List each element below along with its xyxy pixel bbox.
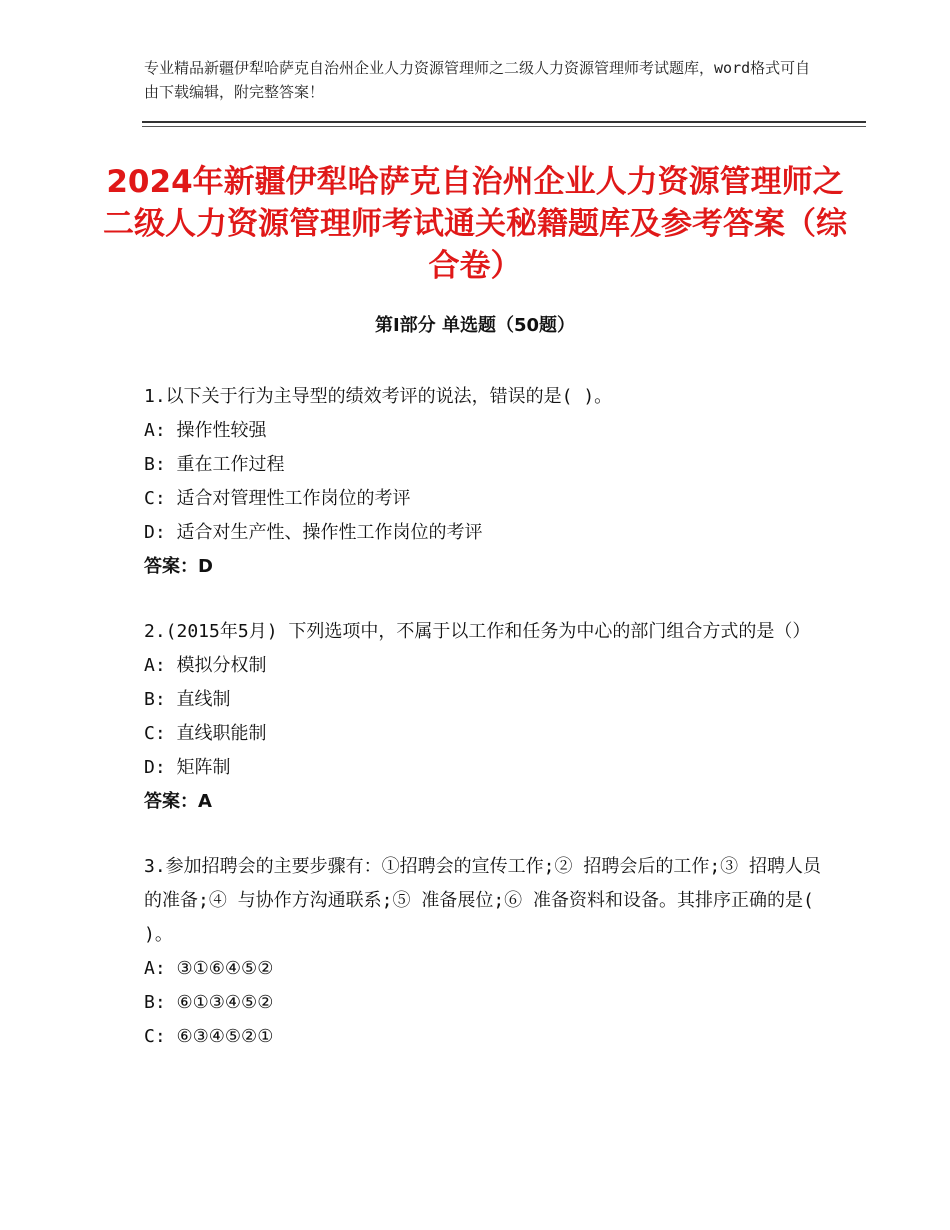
- option-b: B: ⑥①③④⑤②: [144, 992, 274, 1013]
- section-heading: 第Ⅰ部分 单选题（50题）: [374, 315, 575, 336]
- option-c: C: 适合对管理性工作岗位的考评: [144, 488, 411, 509]
- option-a: A: 操作性较强: [144, 420, 267, 441]
- header-note: 专业精品新疆伊犁哈萨克自治州企业人力资源管理师之二级人力资源管理师考试题库，word格式可自由下载编辑，附完整答案！: [144, 59, 811, 101]
- answer: 答案：A: [144, 791, 212, 812]
- question-1: [144, 380, 824, 584]
- question-stem: 2.(2015年5月) 下列选项中，不属于以工作和任务为中心的部门组合方式的是（）: [144, 621, 811, 642]
- question-stem: 1.以下关于行为主导型的绩效考评的说法，错误的是( )。: [144, 386, 613, 407]
- question-2: [144, 615, 824, 819]
- option-d: D: 矩阵制: [144, 757, 231, 778]
- question-3: [144, 850, 824, 1054]
- option-b: B: 直线制: [144, 689, 231, 710]
- option-a: A: ③①⑥④⑤②: [144, 958, 274, 979]
- document-title: 2024年新疆伊犁哈萨克自治州企业人力资源管理师之二级人力资源管理师考试通关秘籍题库及参考答案（综合卷）: [103, 164, 847, 284]
- answer: 答案：D: [144, 556, 213, 577]
- option-d: D: 适合对生产性、操作性工作岗位的考评: [144, 522, 483, 543]
- option-c: C: ⑥③④⑤②①: [144, 1026, 274, 1047]
- question-list: [144, 380, 824, 1085]
- option-c: C: 直线职能制: [144, 723, 267, 744]
- header-rule-thin: [142, 126, 866, 127]
- question-stem: 3.参加招聘会的主要步骤有：①招聘会的宣传工作;② 招聘会后的工作;③ 招聘人员的准备;④ 与协作方沟通联系;⑤ 准备展位;⑥ 准备资料和设备。其排序正确的是( )。: [144, 856, 822, 945]
- option-b: B: 重在工作过程: [144, 454, 285, 475]
- option-a: A: 模拟分权制: [144, 655, 267, 676]
- header-rule-thick: [142, 121, 866, 123]
